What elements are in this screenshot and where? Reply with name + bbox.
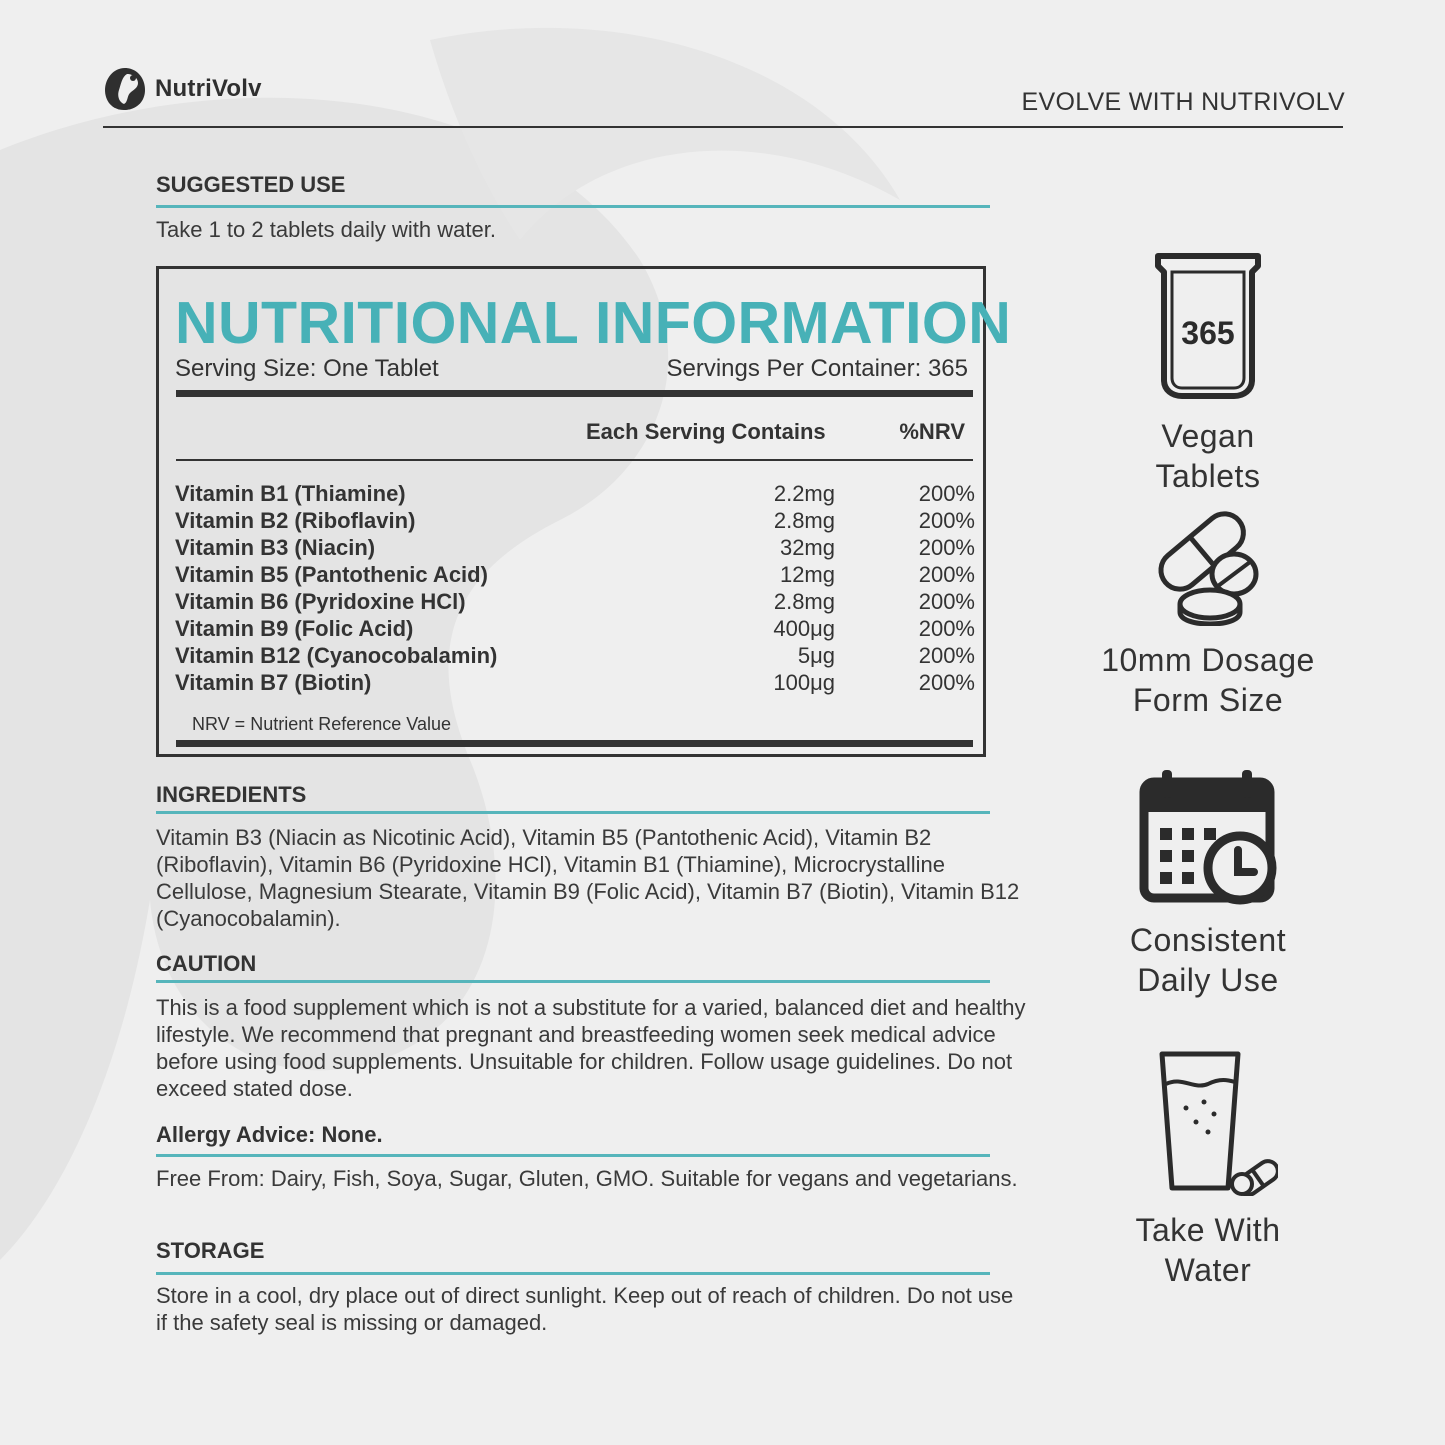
storage-divider xyxy=(156,1272,990,1275)
nutrition-title: NUTRITIONAL INFORMATION xyxy=(175,290,1012,356)
pouch-badge: 365 xyxy=(1181,315,1235,351)
allergy-text: Free From: Dairy, Fish, Soya, Sugar, Gluten, GMO. Suitable for vegans and vegetarians. xyxy=(156,1166,1018,1191)
nutrient-amount: 100μg xyxy=(773,670,835,695)
nutrition-header-divider xyxy=(176,459,973,461)
nutrient-amount: 32mg xyxy=(779,535,835,560)
nutrient-amount: 12mg xyxy=(779,562,835,587)
storage-heading: STORAGE xyxy=(156,1238,265,1263)
feature-label-line1: Take With xyxy=(1135,1212,1281,1248)
brand-logo[interactable] xyxy=(103,66,262,112)
suggested-use-heading: SUGGESTED USE xyxy=(156,172,346,197)
nutrient-row xyxy=(175,643,975,670)
water-glass-icon xyxy=(1138,1050,1278,1196)
nutrient-nrv: 200% xyxy=(918,535,975,560)
nutrient-row xyxy=(175,589,975,616)
feature-label-line2: Water xyxy=(1164,1252,1252,1288)
nutrition-thick-divider xyxy=(176,390,973,397)
servings-per-container: Servings Per Container: 365 xyxy=(666,355,968,382)
nutrient-name: Vitamin B1 (Thiamine) xyxy=(175,481,406,506)
suggested-use-divider xyxy=(156,205,990,208)
feature-take-with-water xyxy=(1090,1050,1326,1290)
nutrient-name: Vitamin B2 (Riboflavin) xyxy=(175,508,416,533)
nutrient-nrv: 200% xyxy=(918,562,975,587)
allergy-divider xyxy=(156,1154,990,1157)
nutrient-nrv: 200% xyxy=(918,589,975,614)
nutrient-amount: 400μg xyxy=(773,616,835,641)
nutrient-amount: 5μg xyxy=(797,643,835,668)
brand-logo-icon xyxy=(103,66,147,112)
feature-label-line2: Daily Use xyxy=(1137,962,1279,998)
pills-icon xyxy=(1152,508,1264,626)
nutrient-row xyxy=(175,670,975,697)
feature-label-line2: Form Size xyxy=(1132,682,1284,718)
nutrient-row xyxy=(175,508,975,535)
suggested-use-text: Take 1 to 2 tablets daily with water. xyxy=(156,217,496,242)
ingredients-text: Vitamin B3 (Niacin as Nicotinic Acid), Vitamin B5 (Pantothenic Acid), Vitamin B2 (Riboflavin), Vitamin B6 (Pyridoxine HCl), Vitamin B1 (Thiamine), Microcrystalline Cellulose, Magnesium Stearate, Vitamin B9 (Folic Acid), Vitamin B7 (Biotin), Vitamin B12 (Cyanocobalamin). xyxy=(156,825,1020,931)
ingredients-divider xyxy=(156,811,990,814)
feature-label-line1: Vegan xyxy=(1161,418,1255,454)
caution-divider xyxy=(156,980,990,983)
storage-text: Store in a cool, dry place out of direct sunlight. Keep out of reach of children. Do not use if the safety seal is missing or damaged. xyxy=(156,1283,1014,1335)
nutrition-bottom-divider xyxy=(176,740,973,747)
nutrient-name: Vitamin B6 (Pyridoxine HCl) xyxy=(175,589,466,614)
allergy-heading: Allergy Advice: None. xyxy=(156,1122,383,1147)
feature-label-line2: Tablets xyxy=(1155,458,1261,494)
feature-dosage-size xyxy=(1090,508,1326,720)
header-divider xyxy=(103,126,1343,128)
column-header-nrv: %NRV xyxy=(899,419,965,444)
column-header-amount: Each Serving Contains xyxy=(586,419,826,444)
feature-label-line1: Consistent xyxy=(1129,922,1287,958)
nutrient-row xyxy=(175,616,975,643)
feature-label-line1: 10mm Dosage xyxy=(1101,642,1315,678)
nutrient-nrv: 200% xyxy=(918,643,975,668)
nrv-footnote: NRV = Nutrient Reference Value xyxy=(192,714,451,734)
nutrient-name: Vitamin B9 (Folic Acid) xyxy=(175,616,414,641)
nutrient-row xyxy=(175,481,975,508)
feature-daily-use xyxy=(1090,768,1326,1000)
nutrient-amount: 2.8mg xyxy=(773,589,835,614)
feature-vegan-tablets xyxy=(1090,250,1326,496)
pouch-icon xyxy=(1152,250,1264,402)
nutrient-row xyxy=(175,562,975,589)
caution-heading: CAUTION xyxy=(156,951,257,976)
calendar-clock-icon xyxy=(1138,768,1278,908)
tagline: EVOLVE WITH NUTRIVOLV xyxy=(1021,88,1345,116)
nutrient-nrv: 200% xyxy=(918,616,975,641)
nutrient-amount: 2.8mg xyxy=(773,508,835,533)
brand-name: NutriVolv xyxy=(155,75,262,102)
nutrient-nrv: 200% xyxy=(918,670,975,695)
caution-text: This is a food supplement which is not a substitute for a varied, balanced diet and healthy lifestyle. We recommend that pregnant and breastfeeding women seek medical advice before using food supplements. Unsuitable for children. Follow usage guidelines. Do not exceed stated dose. xyxy=(156,995,1026,1101)
nutrient-nrv: 200% xyxy=(918,508,975,533)
nutrient-name: Vitamin B5 (Pantothenic Acid) xyxy=(175,562,488,587)
nutrient-name: Vitamin B3 (Niacin) xyxy=(175,535,376,560)
nutrient-row xyxy=(175,535,975,562)
ingredients-heading: INGREDIENTS xyxy=(156,782,307,807)
nutrient-amount: 2.2mg xyxy=(773,481,835,506)
nutrient-name: Vitamin B12 (Cyanocobalamin) xyxy=(175,643,498,668)
nutrition-facts-panel xyxy=(156,266,1012,757)
nutrient-name: Vitamin B7 (Biotin) xyxy=(175,670,372,695)
nutrient-nrv: 200% xyxy=(918,481,975,506)
serving-size: Serving Size: One Tablet xyxy=(175,355,439,382)
